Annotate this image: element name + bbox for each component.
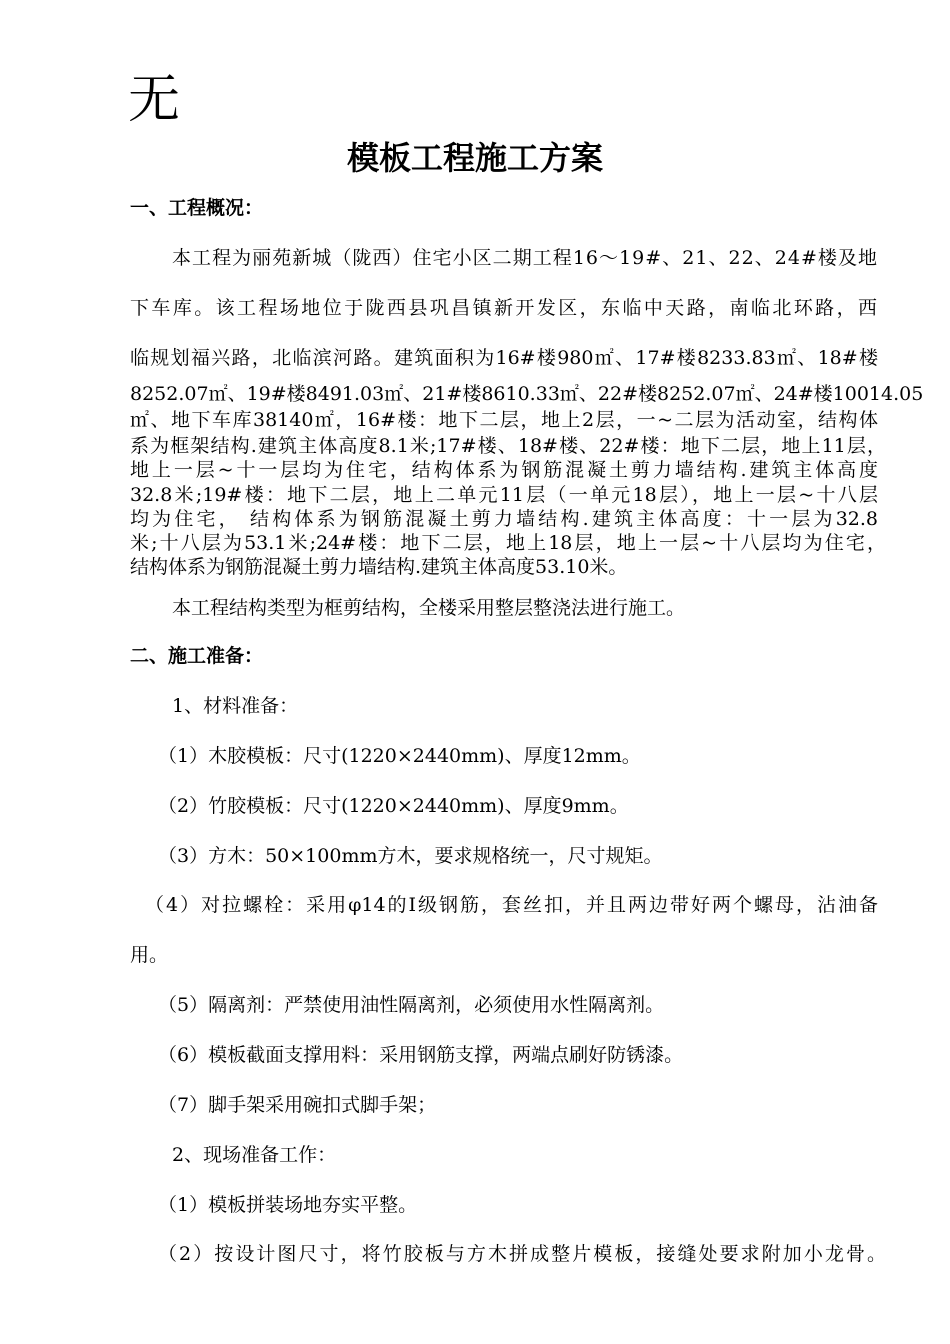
- overview-line-2: 下车库。该工程场地位于陇西县巩昌镇新开发区，东临中天路，南临北环路，西: [130, 297, 878, 319]
- overview-line-9: 均为住宅， 结构体系为钢筋混凝土剪力墙结构.建筑主体高度：十一层为32.8: [130, 508, 878, 530]
- material-item-4-cont: 用。: [130, 944, 169, 966]
- material-item-3: （3）方木：50×100mm方木，要求规格统一，尺寸规矩。: [158, 845, 663, 867]
- overview-line-7: 地上一层~十一层均为住宅，结构体系为钢筋混凝土剪力墙结构.建筑主体高度: [130, 459, 878, 481]
- site-item-2: （2）按设计图尺寸，将竹胶板与方木拼成整片模板，接缝处要求附加小龙骨。: [158, 1243, 886, 1265]
- material-item-5: （5）隔离剂：严禁使用油性隔离剂，必须使用水性隔离剂。: [158, 994, 665, 1016]
- stamp-text: 无: [128, 70, 181, 130]
- overview-line-8: 32.8米;19#楼：地下二层，地上二单元11层（一单元18层），地上一层~十八层: [130, 484, 878, 506]
- overview-line-3: 临规划福兴路，北临滨河路。建筑面积为16#楼980㎡、17#楼8233.83㎡、18#楼: [130, 347, 878, 369]
- site-item-1: （1）模板拼装场地夯实平整。: [158, 1194, 418, 1216]
- section-heading-overview: 一、工程概况：: [130, 197, 264, 219]
- material-item-1: （1）木胶模板：尺寸(1220×2440mm)、厚度12mm。: [158, 745, 641, 767]
- subheading-materials: 1、材料准备：: [172, 695, 299, 717]
- subheading-site: 2、现场准备工作：: [172, 1144, 337, 1166]
- overview-line-10: 米;十八层为53.1米;24#楼：地下二层，地上18层，地上一层~十八层均为住宅，: [130, 532, 886, 554]
- material-item-2: （2）竹胶模板：尺寸(1220×2440mm)、厚度9mm。: [158, 795, 629, 817]
- overview-line-11: 结构体系为钢筋混凝土剪力墙结构.建筑主体高度53.10米。: [130, 556, 628, 578]
- overview-line-1: 本工程为丽苑新城（陇西）住宅小区二期工程16～19#、21、22、24#楼及地: [172, 247, 878, 269]
- material-item-7: （7）脚手架采用碗扣式脚手架；: [158, 1094, 437, 1116]
- overview-line-6: 系为框架结构.建筑主体高度8.1米;17#楼、18#楼、22#楼：地下二层，地上11层，: [130, 435, 886, 457]
- page-title: 模板工程施工方案: [346, 139, 603, 177]
- overview-line-4: 8252.07㎡、19#楼8491.03㎡、21#楼8610.33㎡、22#楼8252.07㎡、24#楼10014.05: [130, 383, 924, 405]
- overview-line-5: ㎡、地下车库38140㎡，16#楼：地下二层，地上2层，一~二层为活动室，结构体: [130, 409, 878, 431]
- material-item-4: （4）对拉螺栓：采用φ14的Ⅰ级钢筋，套丝扣，并且两边带好两个螺母，沾油备: [145, 894, 878, 916]
- overview-paragraph-2: 本工程结构类型为框剪结构，全楼采用整层整浇法进行施工。: [172, 597, 686, 619]
- section-heading-preparation: 二、施工准备：: [130, 645, 264, 667]
- material-item-6: （6）模板截面支撑用料：采用钢筋支撑，两端点刷好防锈漆。: [158, 1044, 684, 1066]
